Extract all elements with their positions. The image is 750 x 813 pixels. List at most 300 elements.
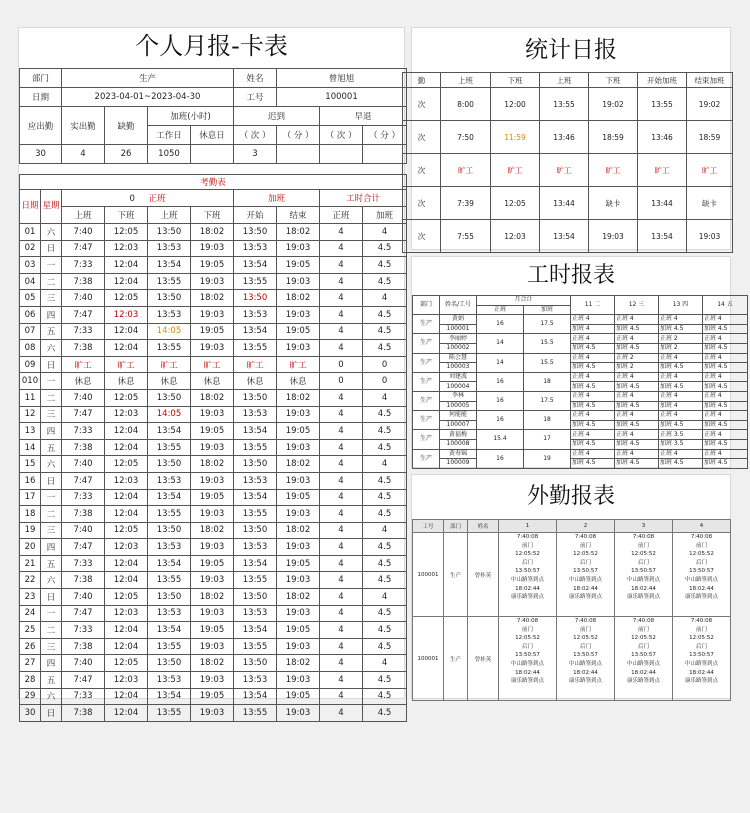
time-cell: 13:55 <box>148 273 191 290</box>
restday-value <box>191 145 234 164</box>
off-2-header: 下班 <box>191 207 234 224</box>
weekday-cell: 二 <box>41 506 62 523</box>
stat-cell: 旷工 <box>687 154 733 187</box>
hours-name-cell: 何能能 <box>440 411 477 421</box>
day-cell: 16 <box>20 472 41 489</box>
day-cell: 25 <box>20 622 41 639</box>
field-entry-line: 13:50:57 <box>689 568 714 575</box>
weekday-cell: 二 <box>41 622 62 639</box>
ot-end-header: 结束 <box>277 207 320 224</box>
weekday-cell: 三 <box>41 406 62 423</box>
weekday-cell: 五 <box>41 672 62 689</box>
stat-title: 统计日报 <box>525 37 617 63</box>
field-entry-line: 12:05:52 <box>631 551 656 558</box>
hours-row-cont <box>413 439 748 449</box>
regular-label: 正班 <box>148 194 166 204</box>
time-cell: 4 <box>320 638 363 655</box>
time-cell: 13:54 <box>234 423 277 440</box>
stat-cell: 13:46 <box>540 121 589 154</box>
time-cell: 4.5 <box>363 705 407 722</box>
time-cell: 19:03 <box>191 506 234 523</box>
hours-day-regular: 正班 4 <box>615 449 659 459</box>
time-cell: 19:03 <box>277 572 320 589</box>
time-cell: 12:05 <box>105 456 148 473</box>
time-cell: 4 <box>363 655 407 672</box>
time-cell: 4 <box>320 705 363 722</box>
hours-id-cell: 100005 <box>440 401 477 411</box>
attendance-row <box>20 638 407 655</box>
field-entry-line: 后门 <box>637 643 649 650</box>
time-cell: 休息 <box>148 373 191 390</box>
field-day-cell <box>499 533 557 617</box>
time-cell: 休息 <box>234 373 277 390</box>
field-entry-line: 7:40:08 <box>516 534 539 540</box>
weekday-cell: 六 <box>41 572 62 589</box>
hours-day-regular: 正班 4 <box>571 315 615 325</box>
hours-id-cell: 100003 <box>440 363 477 373</box>
time-cell: 18:02 <box>191 224 234 241</box>
field-entry-line: 康乐路签到点 <box>684 678 718 685</box>
field-entry-line: 康乐路签到点 <box>626 594 660 601</box>
attendance-row <box>20 273 407 290</box>
name-label: 姓名 <box>234 69 277 88</box>
field-entry-line: 康乐路签到点 <box>568 678 602 685</box>
time-cell: 7:33 <box>62 489 105 506</box>
actual-attend-value: 4 <box>62 145 105 164</box>
stat-header-row <box>403 73 733 88</box>
hours-row-cont <box>413 382 748 392</box>
time-cell: 4.5 <box>363 240 407 257</box>
weekday-cell: 六 <box>41 224 62 241</box>
time-cell: 12:04 <box>105 439 148 456</box>
hours-month-ot: 17.5 <box>524 315 571 334</box>
time-cell: 旷工 <box>234 356 277 373</box>
time-cell: 4.5 <box>363 672 407 689</box>
hours-day-ot: 加班 4.5 <box>571 401 615 411</box>
time-cell: 19:03 <box>191 705 234 722</box>
weekday-cell: 六 <box>41 688 62 705</box>
weekday-cell: 四 <box>41 539 62 556</box>
field-entry-line: 后门 <box>579 559 591 566</box>
hours-month-regular: 16 <box>477 411 524 430</box>
hours-name-cell: 黄寿锦 <box>440 449 477 459</box>
time-cell: 19:03 <box>191 273 234 290</box>
time-cell: 休息 <box>191 373 234 390</box>
time-cell: 7:40 <box>62 224 105 241</box>
hours-day-regular: 正班 4 <box>659 449 703 459</box>
time-cell: 4 <box>320 539 363 556</box>
time-cell: 7:47 <box>62 472 105 489</box>
absent-label: 缺勤 <box>105 107 148 145</box>
time-cell: 7:40 <box>62 456 105 473</box>
should-attend-value: 30 <box>20 145 62 164</box>
hours-month-ot: 19 <box>524 449 571 468</box>
stat-cell: 18:59 <box>687 121 733 154</box>
time-cell: 19:05 <box>191 622 234 639</box>
attendance-table <box>19 174 407 722</box>
hours-name-cell: 李林 <box>440 391 477 401</box>
late-mins-label: （ 分 ） <box>277 126 320 145</box>
time-cell: 13:54 <box>148 257 191 274</box>
time-cell: 13:55 <box>234 638 277 655</box>
time-cell: 12:05 <box>105 290 148 307</box>
hours-day-ot: 加班 4.5 <box>571 343 615 353</box>
day-cell: 23 <box>20 589 41 606</box>
hours-row-cont <box>413 324 748 334</box>
hours-day-regular: 正班 2 <box>659 334 703 344</box>
time-cell: 4 <box>320 290 363 307</box>
time-cell: 13:50 <box>234 522 277 539</box>
day-cell: 15 <box>20 456 41 473</box>
hours-day-ot: 加班 4.5 <box>615 324 659 334</box>
weekday-cell: 日 <box>41 589 62 606</box>
name-value: 曾旭旭 <box>277 69 407 88</box>
hours-day-ot: 加班 4.5 <box>659 363 703 373</box>
field-entry-line: 前门 <box>521 542 533 549</box>
time-cell: 19:05 <box>191 323 234 340</box>
time-cell: 4 <box>363 456 407 473</box>
field-entry-line: 中山路签到点 <box>568 576 602 583</box>
late-mins-value <box>277 145 320 164</box>
time-cell: 4 <box>320 406 363 423</box>
stat-cell: 次 <box>403 220 441 253</box>
field-entry-line: 12:05:52 <box>515 635 540 642</box>
stat-cell: 旷工 <box>589 154 638 187</box>
time-cell: 7:38 <box>62 638 105 655</box>
time-cell: 4 <box>363 224 407 241</box>
hours-day-ot: 加班 4 <box>571 324 615 334</box>
day-cell: 24 <box>20 605 41 622</box>
time-cell: 18:02 <box>277 589 320 606</box>
field-entry-line: 18:02:44 <box>515 669 540 676</box>
time-cell: 4.5 <box>363 539 407 556</box>
day-cell: 20 <box>20 539 41 556</box>
time-cell: 0 <box>320 356 363 373</box>
time-cell: 12:03 <box>105 240 148 257</box>
field-entry-line: 13:50:57 <box>631 652 656 659</box>
field-name-cell: 曾桂英 <box>468 533 499 617</box>
hours-row-cont <box>413 363 748 373</box>
hours-row <box>413 391 748 401</box>
time-cell: 4.5 <box>363 472 407 489</box>
hours-dept-cell: 生产 <box>413 411 440 430</box>
restday-label: 休息日 <box>191 126 234 145</box>
stat-header-cell: 勤 <box>403 73 441 88</box>
time-cell: 13:53 <box>234 672 277 689</box>
time-cell: 18:02 <box>191 655 234 672</box>
hours-day-regular: 正班 4 <box>703 353 748 363</box>
time-cell: 12:04 <box>105 273 148 290</box>
hours-month-regular: 15.4 <box>477 430 524 449</box>
field-entry-line: 后门 <box>637 559 649 566</box>
hours-day-regular: 正班 4 <box>615 391 659 401</box>
hours-day-regular: 正班 4 <box>703 411 748 421</box>
hours-month-ot: 18 <box>524 372 571 391</box>
day-cell: 02 <box>20 240 41 257</box>
field-name-cell: 曾桂英 <box>468 617 499 701</box>
time-cell: 12:04 <box>105 423 148 440</box>
time-cell: 13:50 <box>148 290 191 307</box>
hours-month-ot: 17 <box>524 430 571 449</box>
hours-name-cell: 刘建波 <box>440 372 477 382</box>
attendance-row <box>20 572 407 589</box>
overtime-hours-label: 加班(小时) <box>148 107 234 126</box>
hours-day-regular: 正班 4 <box>571 449 615 459</box>
day-cell: 28 <box>20 672 41 689</box>
time-cell: 13:50 <box>234 290 277 307</box>
field-entry-line: 后门 <box>579 643 591 650</box>
field-entry-line: 13:50:57 <box>689 652 714 659</box>
attendance-row <box>20 406 407 423</box>
field-entry-line: 12:05:52 <box>689 551 714 558</box>
monthly-card-report <box>18 27 405 720</box>
hours-day-ot: 加班 2 <box>659 343 703 353</box>
hours-name-cell: 黄娟 <box>440 315 477 325</box>
hours-row <box>413 315 748 325</box>
stat-cell: 13:54 <box>540 220 589 253</box>
hours-day-ot: 加班 4.5 <box>659 324 703 334</box>
hours-day-ot: 加班 4.5 <box>703 459 748 469</box>
hours-day-ot: 加班 4.5 <box>615 401 659 411</box>
regular-zero: 0 <box>129 194 135 204</box>
stat-cell: 旷工 <box>491 154 540 187</box>
early-mins-label: （ 分 ） <box>363 126 407 145</box>
field-day-cell <box>557 533 615 617</box>
on-1-header: 上班 <box>62 207 105 224</box>
time-cell: 7:40 <box>62 522 105 539</box>
day-cell: 22 <box>20 572 41 589</box>
hours-title: 工时报表 <box>526 263 615 288</box>
time-cell: 13:50 <box>148 456 191 473</box>
time-cell: 4.5 <box>363 257 407 274</box>
time-cell: 13:54 <box>148 688 191 705</box>
hours-day-regular: 正班 4 <box>659 411 703 421</box>
field-entry-line: 前门 <box>695 542 707 549</box>
day-cell: 18 <box>20 506 41 523</box>
hours-day-regular: 正班 4 <box>615 315 659 325</box>
stat-row <box>403 121 733 154</box>
stat-row <box>403 220 733 253</box>
day-cell: 01 <box>20 224 41 241</box>
time-cell: 13:50 <box>234 456 277 473</box>
hours-name-cell: 黄福梅 <box>440 430 477 440</box>
time-cell: 7:47 <box>62 539 105 556</box>
time-cell: 7:47 <box>62 240 105 257</box>
weekday-cell: 二 <box>41 273 62 290</box>
time-cell: 13:53 <box>234 539 277 556</box>
time-cell: 13:55 <box>148 506 191 523</box>
attendance-rows <box>20 224 407 722</box>
field-entry-line: 7:40:08 <box>690 534 713 540</box>
field-entry-line: 康乐路签到点 <box>626 678 660 685</box>
time-cell: 19:03 <box>277 705 320 722</box>
time-cell: 19:03 <box>191 472 234 489</box>
time-cell: 19:03 <box>191 672 234 689</box>
time-cell: 18:02 <box>191 522 234 539</box>
time-cell: 13:50 <box>148 224 191 241</box>
time-cell: 18:02 <box>191 456 234 473</box>
field-entry-line: 中山路签到点 <box>626 576 660 583</box>
day-cell: 11 <box>20 389 41 406</box>
attendance-row <box>20 705 407 722</box>
time-cell: 13:50 <box>148 589 191 606</box>
hours-day-ot: 加班 4.5 <box>615 382 659 392</box>
time-cell: 4 <box>320 572 363 589</box>
day-cell: 08 <box>20 340 41 357</box>
time-cell: 4 <box>320 306 363 323</box>
hours-id-cell: 100002 <box>440 343 477 353</box>
time-cell: 13:53 <box>148 472 191 489</box>
attendance-row <box>20 489 407 506</box>
spacer <box>19 164 404 174</box>
attendance-row <box>20 340 407 357</box>
field-row <box>413 533 731 617</box>
attendance-row <box>20 539 407 556</box>
field-entry-line: 12:05:52 <box>573 551 598 558</box>
hours-rows <box>413 315 748 469</box>
field-entry-line: 后门 <box>695 559 707 566</box>
hours-row <box>413 353 748 363</box>
time-cell: 4.5 <box>363 506 407 523</box>
time-cell: 7:40 <box>62 655 105 672</box>
time-cell: 13:50 <box>234 224 277 241</box>
time-cell: 旷工 <box>277 356 320 373</box>
time-cell: 13:55 <box>234 705 277 722</box>
time-cell: 12:04 <box>105 340 148 357</box>
day-cell: 03 <box>20 257 41 274</box>
weekday-cell: 四 <box>41 655 62 672</box>
field-entry-line: 中山路签到点 <box>626 660 660 667</box>
field-dept-cell: 生产 <box>444 617 468 701</box>
day-cell: 17 <box>20 489 41 506</box>
time-cell: 19:03 <box>191 572 234 589</box>
hours-row <box>413 334 748 344</box>
time-cell: 13:55 <box>148 572 191 589</box>
stat-cell: 次 <box>403 88 441 121</box>
time-cell: 旷工 <box>62 356 105 373</box>
stat-cell: 7:50 <box>441 121 491 154</box>
time-cell: 4 <box>320 622 363 639</box>
time-cell: 4 <box>320 489 363 506</box>
weekday-cell: 一 <box>41 605 62 622</box>
day-cell: 30 <box>20 705 41 722</box>
weekday-cell: 一 <box>41 373 62 390</box>
time-cell: 12:03 <box>105 406 148 423</box>
regular-header <box>62 190 234 207</box>
field-header-cell: 工号 <box>413 520 444 533</box>
hours-id-cell: 100007 <box>440 420 477 430</box>
weekday-cell: 一 <box>41 257 62 274</box>
field-id-cell: 100001 <box>413 533 444 617</box>
time-cell: 19:03 <box>277 472 320 489</box>
hours-day-ot: 加班 4.5 <box>659 420 703 430</box>
hours-day-regular: 正班 4 <box>571 372 615 382</box>
time-cell: 13:53 <box>234 605 277 622</box>
time-cell: 19:03 <box>277 672 320 689</box>
hours-name-cell: 李丽婷 <box>440 334 477 344</box>
time-cell: 4 <box>320 439 363 456</box>
time-cell: 7:33 <box>62 257 105 274</box>
time-cell: 19:05 <box>277 323 320 340</box>
time-cell: 18:02 <box>191 389 234 406</box>
weekday-cell: 日 <box>41 356 62 373</box>
weekday-cell: 六 <box>41 340 62 357</box>
weekday-cell: 三 <box>41 522 62 539</box>
day-cell: 010 <box>20 373 41 390</box>
time-cell: 19:03 <box>277 439 320 456</box>
ot-start-header: 开始 <box>234 207 277 224</box>
field-dept-cell: 生产 <box>444 533 468 617</box>
weekday-header: 星期 <box>41 190 62 224</box>
attendance-row <box>20 224 407 241</box>
time-cell: 4 <box>320 423 363 440</box>
hours-month-regular: 14 <box>477 353 524 372</box>
stat-cell: 18:59 <box>589 121 638 154</box>
field-header-cell: 1 <box>499 520 557 533</box>
time-cell: 休息 <box>105 373 148 390</box>
hours-dept-cell: 生产 <box>413 449 440 468</box>
on-2-header: 上班 <box>148 207 191 224</box>
stat-cell: 13:55 <box>540 88 589 121</box>
total-ot-header: 加班 <box>363 207 407 224</box>
time-cell: 19:03 <box>191 340 234 357</box>
stat-cell: 13:54 <box>638 220 687 253</box>
time-cell: 4 <box>320 389 363 406</box>
field-entry-line: 7:40:08 <box>574 618 597 624</box>
time-cell: 4.5 <box>363 688 407 705</box>
hours-day-regular: 正班 4 <box>659 315 703 325</box>
field-entry-line: 12:05:52 <box>689 635 714 642</box>
time-cell: 旷工 <box>105 356 148 373</box>
weekday-cell: 五 <box>41 555 62 572</box>
stat-header-cell: 下班 <box>491 73 540 88</box>
time-cell: 13:55 <box>234 273 277 290</box>
id-label: 工号 <box>234 88 277 107</box>
time-cell: 12:03 <box>105 605 148 622</box>
stat-cell: 7:39 <box>441 187 491 220</box>
field-day-cell <box>499 617 557 701</box>
time-cell: 12:04 <box>105 638 148 655</box>
attendance-row <box>20 323 407 340</box>
weekday-cell: 五 <box>41 439 62 456</box>
hours-id-cell: 100009 <box>440 459 477 469</box>
time-cell: 旷工 <box>148 356 191 373</box>
field-day-cell <box>673 617 731 701</box>
hours-month-ot: 15.5 <box>524 353 571 372</box>
time-cell: 4.5 <box>363 306 407 323</box>
day-cell: 07 <box>20 323 41 340</box>
hours-day-regular: 正班 4 <box>703 372 748 382</box>
time-cell: 14:05 <box>148 323 191 340</box>
total-header: 工时合计 <box>320 190 407 207</box>
hours-dept-cell: 生产 <box>413 315 440 334</box>
field-header-row <box>413 520 731 533</box>
hours-row <box>413 411 748 421</box>
field-entry-line: 13:50:57 <box>631 568 656 575</box>
time-cell: 19:05 <box>191 423 234 440</box>
hours-day-regular: 正班 4 <box>571 391 615 401</box>
hours-day-regular: 正班 4 <box>615 411 659 421</box>
time-cell: 4.5 <box>363 423 407 440</box>
stat-cell: 次 <box>403 187 441 220</box>
time-cell: 12:05 <box>105 224 148 241</box>
time-cell: 13:55 <box>148 705 191 722</box>
time-cell: 4 <box>320 522 363 539</box>
stat-cell: 缺卡 <box>687 187 733 220</box>
hours-day-ot: 加班 2 <box>615 363 659 373</box>
time-cell: 7:38 <box>62 340 105 357</box>
time-cell: 7:33 <box>62 622 105 639</box>
